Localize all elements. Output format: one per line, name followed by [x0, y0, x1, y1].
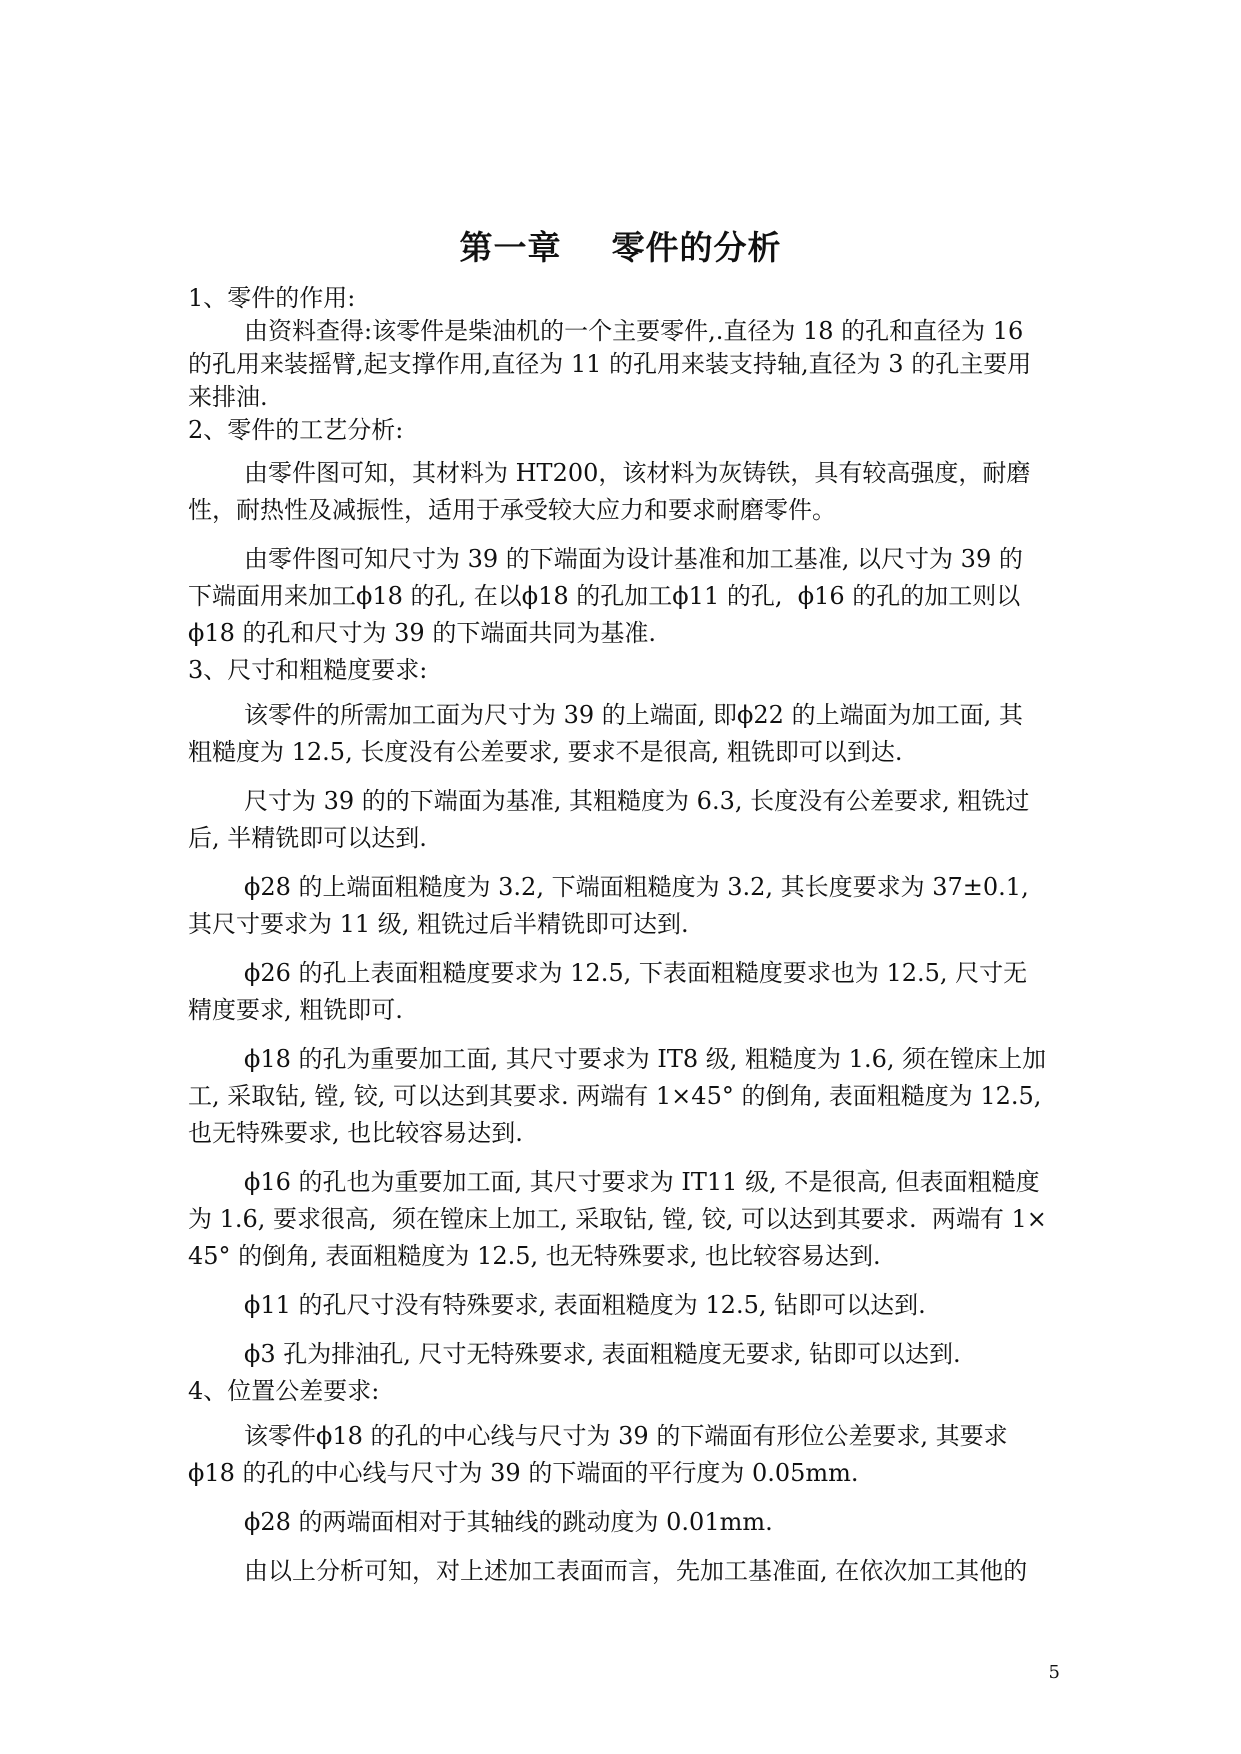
text-line: 也无特殊要求, 也比较容易达到. [188, 1119, 523, 1147]
text-line: 由零件图可知尺寸为 39 的下端面为设计基准和加工基准, 以尺寸为 39 的 [244, 545, 1023, 573]
text-line: 精度要求, 粗铣即可. [188, 996, 403, 1024]
text-line: 由零件图可知，其材料为 HT200，该材料为灰铸铁，具有较高强度，耐磨 [244, 459, 1031, 487]
page-number: 5 [1048, 1662, 1060, 1683]
text-line: ϕ16 的孔也为重要加工面, 其尺寸要求为 IT11 级, 不是很高, 但表面粗糙度 [244, 1168, 1040, 1196]
section-heading: 4、位置公差要求: [188, 1377, 380, 1405]
text-line: 工, 采取钻, 镗, 铰, 可以达到其要求. 两端有 1×45° 的倒角, 表面粗糙度为 12.5, [188, 1082, 1042, 1110]
text-line: 该零件的所需加工面为尺寸为 39 的上端面, 即ϕ22 的上端面为加工面, 其 [244, 701, 1023, 729]
section-heading: 2、零件的工艺分析: [188, 416, 404, 444]
text-line: ϕ26 的孔上表面粗糙度要求为 12.5, 下表面粗糙度要求也为 12.5, 尺寸无 [244, 959, 1028, 987]
text-line: ϕ18 的孔和尺寸为 39 的下端面共同为基准. [188, 619, 656, 647]
text-line: 其尺寸要求为 11 级, 粗铣过后半精铣即可达到. [188, 910, 689, 938]
document-body [188, 282, 1060, 1590]
text-line: 尺寸为 39 的的下端面为基准, 其粗糙度为 6.3, 长度没有公差要求, 粗铣过 [244, 787, 1030, 815]
section-heading: 1、零件的作用: [188, 284, 356, 312]
text-line: 性，耐热性及减振性，适用于承受较大应力和要求耐磨零件。 [188, 496, 836, 524]
text-line: 后, 半精铣即可以达到. [188, 824, 427, 852]
text-line: 来排油. [188, 383, 268, 411]
section-heading: 3、尺寸和粗糙度要求: [188, 656, 428, 684]
text-line: ϕ11 的孔尺寸没有特殊要求, 表面粗糙度为 12.5, 钻即可以达到. [244, 1291, 926, 1319]
text-line: ϕ18 的孔的中心线与尺寸为 39 的下端面的平行度为 0.05mm. [188, 1459, 859, 1487]
text-line: ϕ28 的上端面粗糙度为 3.2, 下端面粗糙度为 3.2, 其长度要求为 37±0.1, [244, 873, 1029, 901]
text-line: ϕ3 孔为排油孔, 尺寸无特殊要求, 表面粗糙度无要求, 钻即可以达到. [244, 1340, 961, 1368]
chapter-title: 第一章 零件的分析 [459, 228, 782, 267]
text-line: 由资料查得:该零件是柴油机的一个主要零件,.直径为 18 的孔和直径为 16 [244, 317, 1024, 345]
text-line: 该零件ϕ18 的孔的中心线与尺寸为 39 的下端面有形位公差要求, 其要求 [244, 1422, 1008, 1450]
text-line: 的孔用来装摇臂,起支撑作用,直径为 11 的孔用来装支持轴,直径为 3 的孔主要用 [188, 350, 1032, 378]
text-line: 45° 的倒角, 表面粗糙度为 12.5, 也无特殊要求, 也比较容易达到. [188, 1242, 881, 1270]
text-line: 由以上分析可知，对上述加工表面而言，先加工基准面, 在依次加工其他的 [244, 1557, 1028, 1585]
text-line: ϕ28 的两端面相对于其轴线的跳动度为 0.01mm. [244, 1508, 773, 1536]
text-line: 为 1.6, 要求很高, 须在镗床上加工, 采取钻, 镗, 铰, 可以达到其要求. 两端有 1× [188, 1205, 1047, 1233]
text-line: ϕ18 的孔为重要加工面, 其尺寸要求为 IT8 级, 粗糙度为 1.6, 须在镗床上加 [244, 1045, 1047, 1073]
text-line: 粗糙度为 12.5, 长度没有公差要求, 要求不是很高, 粗铣即可以到达. [188, 738, 903, 766]
text-line: 下端面用来加工ϕ18 的孔, 在以ϕ18 的孔加工ϕ11 的孔, ϕ16 的孔的加工则以 [188, 582, 1021, 610]
